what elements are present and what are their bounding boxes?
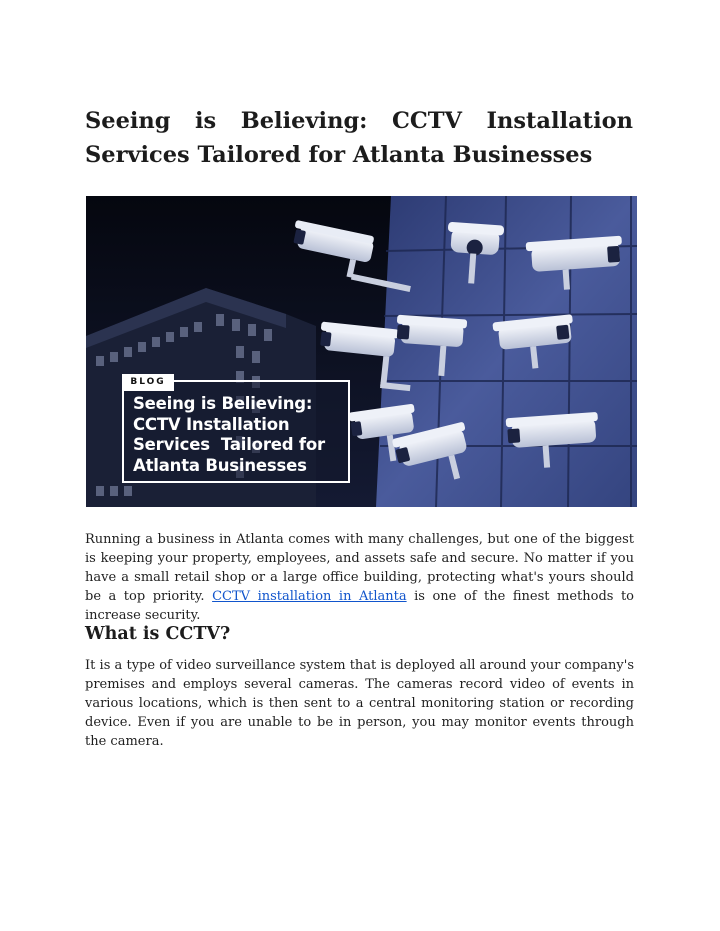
page-title-line-1: Seeing is Believing: CCTV Installation: [85, 108, 633, 134]
intro-text-end: is one of the finest methods to increase security.: [85, 589, 635, 623]
hero-caption-line-4: Atlanta Businesses: [133, 455, 307, 475]
hero-caption-line-3: Services Tailored for: [133, 435, 325, 454]
section-heading: What is CCTV?: [85, 624, 231, 644]
section-body: It is a type of video surveillance system that is deployed all around your company's premises and employs several cameras. The cameras record video of events in various locations, which is then sent to a central monitoring station or recording device. Even if you are unable to be in person, you may monitor events through the camera.: [85, 658, 634, 749]
page-title-line-2: Services Tailored for Atlanta Businesses: [85, 142, 593, 168]
intro-paragraph: [85, 530, 634, 625]
page-title: [85, 104, 633, 172]
blog-tag: BLOG: [122, 374, 174, 391]
hero-caption-line-1: Seeing is Believing:: [133, 394, 313, 413]
hero-caption: [133, 394, 325, 476]
intro-text: Running a business in Atlanta comes with many challenges, but one of the biggest is keeping your property, employees, and assets safe and secure. No matter if you have a small retail shop or a large office building, protecting what's yours should be a top priority.: [85, 532, 634, 604]
hero-caption-line-2: CCTV Installation: [133, 414, 290, 434]
hero-image: [86, 196, 637, 507]
cctv-installation-link[interactable]: CCTV installation in Atlanta: [212, 589, 407, 604]
